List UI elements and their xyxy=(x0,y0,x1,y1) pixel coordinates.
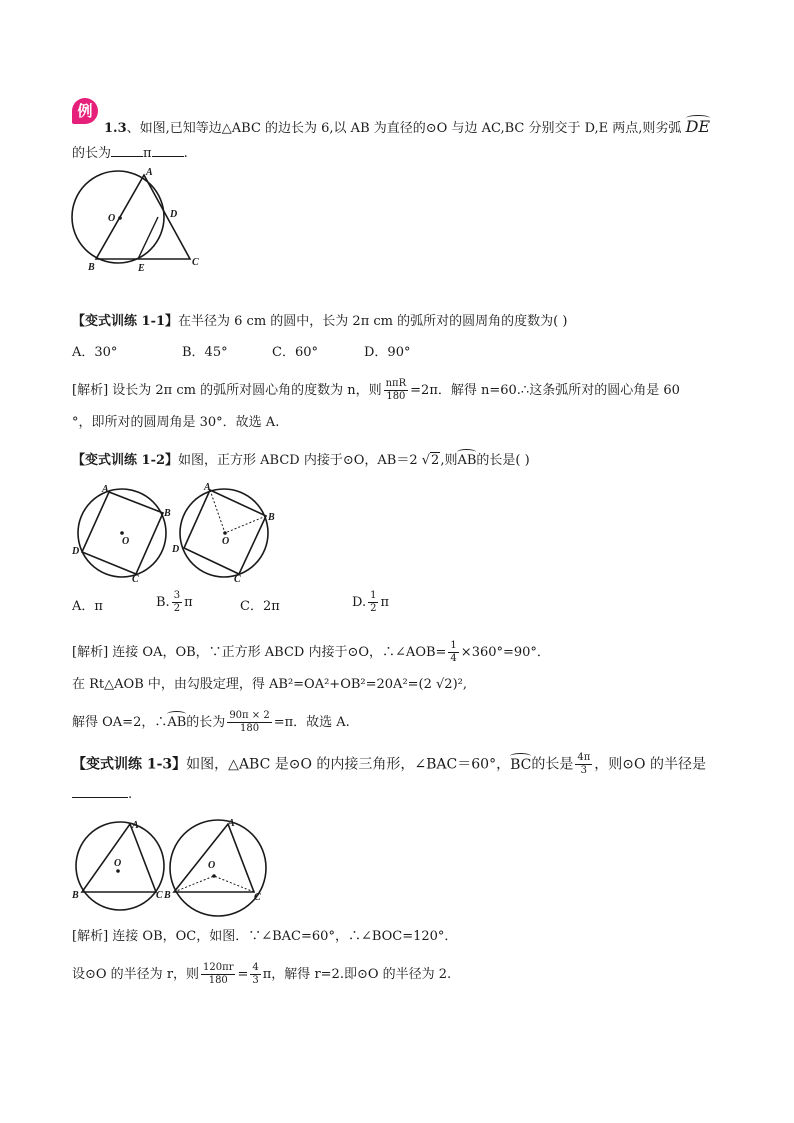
q2-tag: 【变式训练 1-2】 xyxy=(72,453,179,468)
example-text-2-suffix: . xyxy=(183,146,188,161)
fig2l-label-o: O xyxy=(122,536,130,547)
q2-solution-line-3: 解得 OA=2，∴AB的长为 $\frac{90\pi \times 2}{180}$ =π．故选 A. xyxy=(72,710,350,734)
example-arc-label: DE xyxy=(685,117,711,136)
q1-option-b: B．45° xyxy=(182,345,228,360)
fig1-label-o: O xyxy=(108,213,116,224)
q2-sqrt-value: 2 xyxy=(431,453,440,468)
q1-solution-line-1 xyxy=(72,378,680,403)
q3-arc-label: BC xyxy=(510,756,532,773)
fig2l-label-c: C xyxy=(132,574,139,585)
q3-answer-blank xyxy=(72,797,128,798)
q2-option-d: D. $\frac{1}{2}$ π xyxy=(352,590,390,614)
q1-option-d: D．90° xyxy=(364,345,411,360)
q3-tag: 【变式训练 1-3】 xyxy=(72,756,187,773)
q1-stem-text: 在半径为 6 cm 的圆中，长为 2π cm 的弧所对的圆周角的度数为( ) xyxy=(178,314,568,329)
fig1-label-c: C xyxy=(192,257,199,268)
q1-tag: 【变式训练 1-1】 xyxy=(72,314,179,329)
example-text-2-prefix: 的长为 xyxy=(72,146,112,161)
figure-square-circle-right xyxy=(172,480,282,585)
q3-sol2-fraction: $\frac{120\pi r}{180}$ xyxy=(203,962,234,986)
q3-stem: 【变式训练 1-3】如图，△ABC 是⊙O 的内接三角形，∠BAC＝60°，BC的长是 $\frac{4\pi}{3}$ ，则⊙O 的半径是 xyxy=(72,752,706,776)
q1-sol-prefix: [解析] 设长为 2π cm 的弧所对圆心角的度数为 n，则 xyxy=(72,383,382,398)
figure-square-circle-left xyxy=(72,480,172,585)
fig1-label-d: D xyxy=(170,209,178,220)
q1-solution-line-2: °，即所对的圆周角是 30°．故选 A. xyxy=(72,415,280,430)
q2-option-b: B. $\frac{3}{2}$ π xyxy=(156,590,193,614)
q1-option-a: A．30° xyxy=(72,345,118,360)
q2-sol3-fraction: $\frac{90\pi \times 2}{180}$ xyxy=(229,710,270,734)
q2-arc-label: AB xyxy=(457,453,477,468)
q2-option-c: C．2π xyxy=(240,599,280,614)
q1-stem xyxy=(72,313,567,331)
fig3l-label-a: A xyxy=(132,820,139,831)
q2-solution-line-2: 在 Rt△AOB 中，由勾股定理，得 AB²=OA²+OB²=20A²=(2 √2)², xyxy=(72,677,467,692)
fig2r-label-b: B xyxy=(268,512,275,523)
figure-triangle-circle-right xyxy=(162,816,272,920)
fig2l-label-a: A xyxy=(102,484,109,495)
fig1-label-a: A xyxy=(146,167,153,178)
q2-sol1-fraction: $\frac{1}{4}$ xyxy=(450,640,457,664)
q3-solution-line-2: 设⊙O 的半径为 r，则 $\frac{120\pi r}{180}$ = $\frac{4}{3}$ π，解得 r=2.即⊙O 的半径为 2. xyxy=(72,962,452,986)
fig3r-label-a: A xyxy=(228,818,235,829)
q1-sol-mid: =2π．解得 n=60.∴这条弧所对的圆心角是 60 xyxy=(410,383,680,398)
fig3l-label-o: O xyxy=(114,858,122,869)
fig2r-label-o: O xyxy=(222,536,230,547)
q2-solution-line-1: [解析] 连接 OA，OB，∵正方形 ABCD 内接于⊙O，∴∠AOB= $\frac{1}{4}$ ×360°=90°． xyxy=(72,640,550,664)
figure-triangle-circle-left xyxy=(72,818,172,918)
q3-stem-line-2: . xyxy=(72,786,132,804)
q2-stem: 【变式训练 1-2】如图，正方形 ABCD 内接于⊙O，AB＝2 √2,则AB的长是( ) xyxy=(72,453,530,468)
example-number: 1.3 xyxy=(104,121,127,136)
fig2r-label-d: D xyxy=(172,544,180,555)
q3-sol2-fraction-2: $\frac{4}{3}$ xyxy=(252,962,259,986)
q2-stem-b: ,则 xyxy=(440,453,458,468)
example-badge: 例 xyxy=(72,98,98,124)
fig3l-label-c: C xyxy=(156,890,163,901)
q2-option-a: A．π xyxy=(72,599,103,614)
q1-sol-fraction: $\frac{\text{nπR}}{180}$ xyxy=(385,378,407,402)
fig3r-label-o: O xyxy=(208,860,216,871)
fig2l-label-b: B xyxy=(164,508,171,519)
example-text-1: 、如图,已知等边△ABC 的边长为 6,以 AB 为直径的⊙O 与边 AC,BC 分别交于 D,E 两点,则劣弧 xyxy=(126,121,682,136)
fig1-label-b: B xyxy=(88,262,95,273)
example-line-1 xyxy=(104,118,710,138)
figure-triangle-circle xyxy=(66,165,206,275)
fig2r-label-a: A xyxy=(204,482,211,493)
answer-blank-left xyxy=(111,156,143,157)
example-answer: π xyxy=(143,146,152,161)
fig3l-label-b: B xyxy=(72,890,79,901)
example-line-2 xyxy=(72,145,188,163)
fig1-label-e: E xyxy=(138,263,145,274)
q3-stem-fraction: $\frac{4\pi}{3}$ xyxy=(577,752,591,776)
answer-blank-right xyxy=(152,156,184,157)
q2-stem-c: 的长是( ) xyxy=(476,453,530,468)
q3-solution-line-1: [解析] 连接 OB，OC，如图．∵∠BAC=60°，∴∠BOC=120°． xyxy=(72,929,458,944)
q2-stem-a: 如图，正方形 ABCD 内接于⊙O，AB＝2 xyxy=(178,453,418,468)
fig3r-label-c: C xyxy=(254,892,261,903)
q1-option-c: C．60° xyxy=(272,345,318,360)
q2-sol3-arc: AB xyxy=(167,715,187,730)
fig2l-label-d: D xyxy=(72,546,80,557)
fig3r-label-b: B xyxy=(164,890,171,901)
fig2r-label-c: C xyxy=(234,574,241,585)
